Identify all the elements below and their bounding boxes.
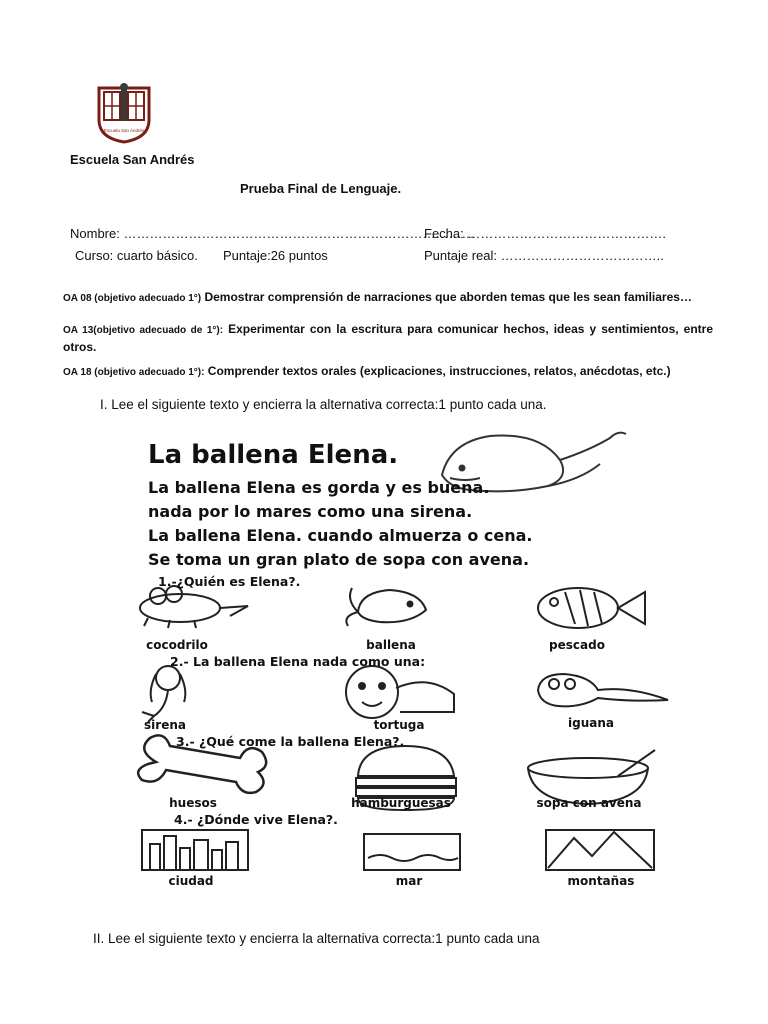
poem-line: La ballena Elena. cuando almuerza o cena. [148,526,533,545]
nombre-field[interactable]: Nombre: ……………………………………………………………………… [70,226,475,241]
option-cocodrilo[interactable]: cocodrilo [146,638,208,652]
mar-illustration [364,834,460,870]
poem-line: La ballena Elena es gorda y es buena. [148,478,490,497]
option-sirena[interactable]: sirena [144,718,186,732]
option-ciudad[interactable]: ciudad [168,874,214,888]
puntaje-real-field[interactable]: Puntaje real: ……………………………….. [424,248,664,263]
sirena-illustration [142,666,185,722]
curso-field: Curso: cuarto básico. [75,248,198,263]
option-mar[interactable]: mar [395,874,423,888]
option-ballena[interactable]: ballena [366,638,416,652]
option-pescado[interactable]: pescado [549,638,605,652]
option-tortuga[interactable]: tortuga [373,718,425,732]
worksheet-image [70,420,690,888]
objective-code: OA 18 (objetivo adecuado 1°): [63,367,205,378]
option-huesos[interactable]: huesos [169,796,217,810]
pescado-illustration [538,588,645,628]
objective-code: OA 08 (objetivo adecuado 1°) [63,293,202,304]
instruction-part2: II. Lee el siguiente texto y encierra la alternativa correcta:1 punto cada una [93,931,540,946]
school-name: Escuela San Andrés [70,152,195,167]
objective-oa18 [63,363,713,381]
objective-text: Experimentar con la escritura para comunicar hechos, ideas y sentimientos, entre otros. [63,322,713,354]
objective-text: Demostrar comprensión de narraciones que aborden temas que les sean familiares… [201,290,692,304]
tortuga-illustration [346,666,454,718]
page-title: Prueba Final de Lenguaje. [240,181,402,196]
ballena-illustration [346,588,426,626]
ciudad-illustration [142,830,248,870]
instruction-part1: I. Lee el siguiente texto y encierra la alternativa correcta:1 punto cada una. [100,397,547,412]
objective-oa13 [63,321,713,355]
puntaje-field: Puntaje:26 puntos [223,248,328,263]
logo-caption: Escuela San Andrés [103,128,145,133]
iguana-illustration [538,674,668,706]
question-3: 3.- ¿Qué come la ballena Elena?. [176,734,405,749]
poem-line: nada por lo mares como una sirena. [148,502,473,521]
option-sopa-con-avena[interactable]: sopa con avena [536,796,642,810]
fecha-field[interactable]: Fecha: ………………………………………. [424,226,666,241]
question-2: 2.- La ballena Elena nada como una: [170,654,426,669]
objective-code: OA 13(objetivo adecuado de 1°): [63,325,224,336]
question-1: 1.-¿Quién es Elena?. [158,574,301,589]
cocodrilo-illustration [140,586,248,628]
option-montanas[interactable]: montañas [567,874,635,888]
montanas-illustration [546,830,654,870]
worksheet-heading: La ballena Elena. [148,440,399,470]
question-4: 4.- ¿Dónde vive Elena?. [174,812,338,827]
option-iguana[interactable]: iguana [568,716,614,730]
objective-text: Comprender textos orales (explicaciones, instrucciones, relatos, anécdotas, etc.) [204,364,671,378]
option-hamburguesas[interactable]: hamburguesas [351,796,451,810]
poem-line: Se toma un gran plato de sopa con avena. [148,550,530,569]
school-logo [95,82,153,144]
objective-oa08 [63,289,713,307]
